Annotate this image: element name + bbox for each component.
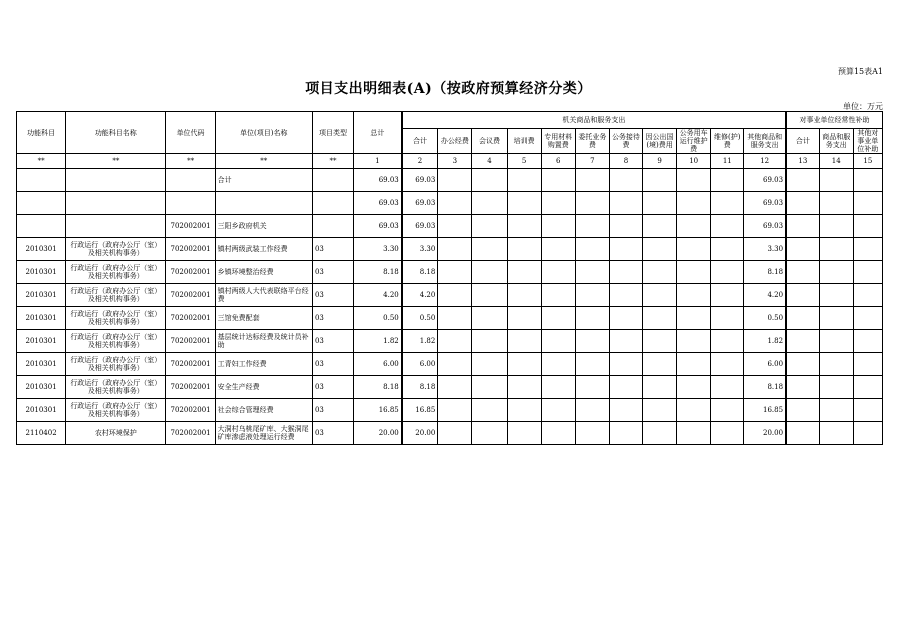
table-cell: 6.00 — [402, 353, 438, 376]
table-cell: 行政运行（政府办公厅（室）及相关机构事务） — [66, 307, 166, 330]
subheader-cell: 商品和服务支出 — [819, 129, 853, 154]
table-cell — [819, 422, 853, 445]
table-cell — [472, 353, 507, 376]
table-cell: 69.03 — [402, 169, 438, 192]
table-cell: 镇村两级武装工作经费 — [215, 238, 312, 261]
table-cell — [711, 307, 744, 330]
table-cell: 03 — [312, 238, 353, 261]
table-cell — [819, 215, 853, 238]
table-cell — [853, 399, 882, 422]
table-row — [17, 422, 883, 445]
table-cell — [472, 330, 507, 353]
table-cell — [438, 376, 472, 399]
table-cell — [17, 192, 66, 215]
table-cell: 行政运行（政府办公厅（室）及相关机构事务） — [66, 353, 166, 376]
table-cell: 702002001 — [166, 399, 215, 422]
table-cell: 702002001 — [166, 307, 215, 330]
table-cell — [853, 422, 882, 445]
table-cell — [677, 169, 711, 192]
table-cell — [643, 330, 677, 353]
index-cell: 6 — [541, 154, 575, 169]
table-cell — [711, 376, 744, 399]
unit-label: 单位：万元 — [843, 102, 883, 111]
table-cell: 3.30 — [744, 238, 786, 261]
table-cell — [507, 215, 541, 238]
table-cell — [541, 284, 575, 307]
table-cell: 三馆免费配套 — [215, 307, 312, 330]
table-cell — [541, 307, 575, 330]
table-cell — [853, 353, 882, 376]
header-project-type: 项目类型 — [312, 112, 353, 154]
table-cell: 03 — [312, 284, 353, 307]
table-cell — [711, 215, 744, 238]
table-cell — [575, 284, 609, 307]
table-cell: 2010301 — [17, 376, 66, 399]
table-cell — [575, 238, 609, 261]
table-cell — [438, 353, 472, 376]
table-cell — [472, 284, 507, 307]
table-cell: 4.20 — [744, 284, 786, 307]
table-cell — [786, 261, 819, 284]
table-cell — [711, 169, 744, 192]
table-cell — [711, 422, 744, 445]
table-cell — [677, 330, 711, 353]
table-cell — [541, 353, 575, 376]
table-cell — [507, 169, 541, 192]
table-cell — [677, 192, 711, 215]
subheader-cell: 办公经费 — [438, 129, 472, 154]
table-cell — [786, 215, 819, 238]
table-cell — [677, 238, 711, 261]
table-cell: 6.00 — [744, 353, 786, 376]
index-cell: 5 — [507, 154, 541, 169]
index-cell: 4 — [472, 154, 507, 169]
table-row — [17, 376, 883, 399]
table-cell — [438, 399, 472, 422]
index-cell: ** — [215, 154, 312, 169]
table-cell — [609, 284, 642, 307]
table-row — [17, 215, 883, 238]
table-cell: 8.18 — [744, 261, 786, 284]
table-cell: 702002001 — [166, 238, 215, 261]
table-cell — [507, 284, 541, 307]
table-cell: 行政运行（政府办公厅（室）及相关机构事务） — [66, 376, 166, 399]
table-cell — [312, 192, 353, 215]
table-cell: 702002001 — [166, 376, 215, 399]
table-cell — [609, 353, 642, 376]
table-cell — [711, 261, 744, 284]
table-cell — [786, 399, 819, 422]
table-cell — [541, 330, 575, 353]
table-cell — [575, 307, 609, 330]
table-cell: 2010301 — [17, 399, 66, 422]
table-cell — [575, 353, 609, 376]
table-cell — [541, 422, 575, 445]
table-cell — [575, 376, 609, 399]
table-cell: 社会综合管理经费 — [215, 399, 312, 422]
index-cell: 13 — [786, 154, 819, 169]
table-cell: 4.20 — [354, 284, 402, 307]
table-cell: 20.00 — [402, 422, 438, 445]
table-cell: 1.82 — [402, 330, 438, 353]
subheader-cell: 委托业务费 — [575, 129, 609, 154]
table-cell — [438, 169, 472, 192]
table-cell: 2010301 — [17, 353, 66, 376]
table-cell: 702002001 — [166, 422, 215, 445]
subheader-cell: 因公出国(境)费用 — [643, 129, 677, 154]
table-cell: 03 — [312, 261, 353, 284]
subheader-cell: 合计 — [786, 129, 819, 154]
table-cell — [853, 376, 882, 399]
table-cell — [438, 422, 472, 445]
table-row — [17, 399, 883, 422]
table-row — [17, 307, 883, 330]
table-row — [17, 330, 883, 353]
table-cell: 03 — [312, 422, 353, 445]
table-cell: 69.03 — [744, 169, 786, 192]
table-code: 预算15表A1 — [837, 67, 883, 76]
table-cell: 69.03 — [402, 215, 438, 238]
table-cell — [819, 169, 853, 192]
index-cell: ** — [166, 154, 215, 169]
table-cell: 69.03 — [354, 192, 402, 215]
table-cell — [507, 422, 541, 445]
table-cell — [438, 215, 472, 238]
index-cell: 9 — [643, 154, 677, 169]
table-row — [17, 238, 883, 261]
table-cell: 69.03 — [402, 192, 438, 215]
table-cell — [786, 353, 819, 376]
table-cell: 2010301 — [17, 330, 66, 353]
table-cell — [711, 353, 744, 376]
table-cell — [472, 399, 507, 422]
table-cell: 乡镇环境整治经费 — [215, 261, 312, 284]
table-cell — [643, 238, 677, 261]
table-cell — [786, 422, 819, 445]
table-cell: 03 — [312, 399, 353, 422]
table-row — [17, 261, 883, 284]
table-cell — [472, 422, 507, 445]
table-cell — [819, 192, 853, 215]
table-cell — [609, 238, 642, 261]
header-unit-name: 单位(项目)名称 — [215, 112, 312, 154]
table-cell — [575, 399, 609, 422]
table-cell — [853, 169, 882, 192]
table-cell — [819, 261, 853, 284]
header-func-code: 功能科目 — [17, 112, 66, 154]
table-cell: 2010301 — [17, 307, 66, 330]
table-cell: 2110402 — [17, 422, 66, 445]
index-cell: 1 — [354, 154, 402, 169]
table-cell — [819, 353, 853, 376]
table-cell: 行政运行（政府办公厅（室）及相关机构事务） — [66, 238, 166, 261]
table-cell — [643, 307, 677, 330]
table-cell — [711, 284, 744, 307]
index-cell: 15 — [853, 154, 882, 169]
table-cell — [507, 307, 541, 330]
table-cell — [609, 330, 642, 353]
subheader-cell: 公务用车运行维护费 — [677, 129, 711, 154]
table-cell: 6.00 — [354, 353, 402, 376]
index-cell: 2 — [402, 154, 438, 169]
table-cell — [507, 238, 541, 261]
table-cell — [507, 399, 541, 422]
table-cell — [541, 376, 575, 399]
table-cell — [786, 330, 819, 353]
table-cell — [711, 399, 744, 422]
table-cell — [609, 399, 642, 422]
table-cell — [575, 422, 609, 445]
table-cell — [819, 238, 853, 261]
table-cell — [643, 376, 677, 399]
table-cell — [819, 284, 853, 307]
table-cell — [507, 261, 541, 284]
table-cell — [786, 169, 819, 192]
table-cell — [643, 192, 677, 215]
table-cell: 69.03 — [744, 192, 786, 215]
table-cell — [472, 261, 507, 284]
table-cell — [507, 192, 541, 215]
table-cell — [575, 215, 609, 238]
table-cell — [711, 330, 744, 353]
table-cell: 16.85 — [744, 399, 786, 422]
table-cell: 行政运行（政府办公厅（室）及相关机构事务） — [66, 330, 166, 353]
page-title: 项目支出明细表(A)（按政府预算经济分类） — [305, 81, 592, 97]
table-cell — [507, 376, 541, 399]
table-cell — [677, 422, 711, 445]
table-cell: 行政运行（政府办公厅（室）及相关机构事务） — [66, 284, 166, 307]
table-cell: 20.00 — [744, 422, 786, 445]
table-cell: 工青妇工作经费 — [215, 353, 312, 376]
table-cell — [853, 307, 882, 330]
index-cell: 8 — [609, 154, 642, 169]
table-cell — [541, 238, 575, 261]
table-cell: 702002001 — [166, 261, 215, 284]
table-row — [17, 169, 883, 192]
table-cell: 702002001 — [166, 330, 215, 353]
table-cell: 合计 — [215, 169, 312, 192]
index-cell: 10 — [677, 154, 711, 169]
table-cell — [541, 215, 575, 238]
table-cell: 农村环境保护 — [66, 422, 166, 445]
table-cell: 702002001 — [166, 215, 215, 238]
table-cell — [472, 376, 507, 399]
table-cell — [472, 169, 507, 192]
table-cell — [609, 307, 642, 330]
table-cell — [575, 192, 609, 215]
table-cell — [819, 307, 853, 330]
header-unit-code: 单位代码 — [166, 112, 215, 154]
table-cell — [609, 261, 642, 284]
table-cell — [472, 215, 507, 238]
subheader-cell: 合计 — [402, 129, 438, 154]
table-cell — [472, 238, 507, 261]
table-cell: 1.82 — [354, 330, 402, 353]
table-cell: 基层统计达标经费及统计员补助 — [215, 330, 312, 353]
table-cell — [786, 238, 819, 261]
table-cell — [643, 261, 677, 284]
table-cell: 3.30 — [354, 238, 402, 261]
table-cell — [786, 192, 819, 215]
subheader-cell: 维修(护)费 — [711, 129, 744, 154]
table-cell: 4.20 — [402, 284, 438, 307]
table-cell — [786, 307, 819, 330]
table-cell: 03 — [312, 307, 353, 330]
table-cell — [677, 261, 711, 284]
table-cell: 20.00 — [354, 422, 402, 445]
table-cell — [643, 353, 677, 376]
table-cell — [166, 192, 215, 215]
table-cell: 行政运行（政府办公厅（室）及相关机构事务） — [66, 399, 166, 422]
table-cell: 镇村两级人大代表联络平台经费 — [215, 284, 312, 307]
table-cell: 702002001 — [166, 284, 215, 307]
table-cell: 1.82 — [744, 330, 786, 353]
subheader-cell: 专用材料购置费 — [541, 129, 575, 154]
table-cell: 8.18 — [354, 376, 402, 399]
table-cell: 16.85 — [402, 399, 438, 422]
table-cell: 69.03 — [354, 215, 402, 238]
index-cell: 7 — [575, 154, 609, 169]
table-cell — [312, 215, 353, 238]
table-cell: 69.03 — [354, 169, 402, 192]
table-cell — [66, 192, 166, 215]
table-cell — [853, 238, 882, 261]
subheader-cell: 公务接待费 — [609, 129, 642, 154]
index-cell: 12 — [744, 154, 786, 169]
table-cell — [711, 192, 744, 215]
table-cell — [438, 330, 472, 353]
table-cell: 03 — [312, 330, 353, 353]
table-cell: 安全生产经费 — [215, 376, 312, 399]
index-cell: 3 — [438, 154, 472, 169]
table-cell — [575, 261, 609, 284]
table-cell — [677, 399, 711, 422]
table-cell — [677, 353, 711, 376]
table-cell: 0.50 — [744, 307, 786, 330]
subheader-cell: 培训费 — [507, 129, 541, 154]
table-cell: 702002001 — [166, 353, 215, 376]
table-cell — [472, 307, 507, 330]
index-cell: ** — [17, 154, 66, 169]
table-cell: 8.18 — [744, 376, 786, 399]
table-cell: 2010301 — [17, 284, 66, 307]
subheader-cell: 会议费 — [472, 129, 507, 154]
table-cell: 8.18 — [402, 376, 438, 399]
table-cell — [541, 261, 575, 284]
table-cell: 2010301 — [17, 238, 66, 261]
header-group-subsidy: 对事业单位经常性补助 — [786, 112, 882, 129]
table-row — [17, 284, 883, 307]
table-cell — [853, 261, 882, 284]
index-cell: ** — [312, 154, 353, 169]
table-cell — [575, 330, 609, 353]
table-cell — [643, 399, 677, 422]
table-cell — [507, 330, 541, 353]
table-cell — [643, 284, 677, 307]
table-cell — [786, 284, 819, 307]
table-cell — [609, 215, 642, 238]
table-cell — [541, 169, 575, 192]
table-cell: 三阳乡政府机关 — [215, 215, 312, 238]
table-cell — [438, 284, 472, 307]
table-cell — [711, 238, 744, 261]
table-cell — [643, 169, 677, 192]
table-cell — [609, 422, 642, 445]
table-cell — [66, 169, 166, 192]
index-cell: ** — [66, 154, 166, 169]
table-cell: 大洞村乌桃尾矿库、大猴洞尾矿库渗虑液处理运行经费 — [215, 422, 312, 445]
table-cell — [575, 169, 609, 192]
table-cell: 0.50 — [402, 307, 438, 330]
table-cell — [643, 215, 677, 238]
table-cell — [819, 330, 853, 353]
table-cell — [438, 192, 472, 215]
table-cell — [677, 284, 711, 307]
table-cell: 69.03 — [744, 215, 786, 238]
table-cell: 行政运行（政府办公厅（室）及相关机构事务） — [66, 261, 166, 284]
header-func-name: 功能科目名称 — [66, 112, 166, 154]
table-cell — [17, 215, 66, 238]
table-cell — [541, 192, 575, 215]
table-cell — [786, 376, 819, 399]
table-cell — [819, 376, 853, 399]
index-cell: 14 — [819, 154, 853, 169]
table-cell — [166, 169, 215, 192]
table-cell — [17, 169, 66, 192]
table-cell: 0.50 — [354, 307, 402, 330]
table-cell — [819, 399, 853, 422]
table-cell — [472, 192, 507, 215]
table-cell — [609, 376, 642, 399]
subheader-cell: 其他商品和服务支出 — [744, 129, 786, 154]
table-cell — [677, 376, 711, 399]
table-cell — [643, 422, 677, 445]
table-cell — [438, 261, 472, 284]
table-cell: 3.30 — [402, 238, 438, 261]
table-cell: 16.85 — [354, 399, 402, 422]
table-cell — [853, 215, 882, 238]
subheader-cell: 其他对事业单位补助 — [853, 129, 882, 154]
table-cell — [438, 307, 472, 330]
header-group-goods-services: 机关商品和服务支出 — [402, 112, 786, 129]
table-cell — [66, 215, 166, 238]
table-cell — [507, 353, 541, 376]
table-cell — [609, 192, 642, 215]
header-total: 总计 — [354, 112, 402, 154]
table-cell — [438, 238, 472, 261]
table-cell — [853, 330, 882, 353]
table-cell: 8.18 — [354, 261, 402, 284]
index-cell: 11 — [711, 154, 744, 169]
table-cell — [853, 284, 882, 307]
budget-table — [16, 111, 883, 445]
table-cell — [312, 169, 353, 192]
table-cell — [215, 192, 312, 215]
table-cell — [853, 192, 882, 215]
table-row — [17, 192, 883, 215]
table-cell — [677, 307, 711, 330]
table-cell — [677, 215, 711, 238]
table-cell: 03 — [312, 376, 353, 399]
table-cell — [609, 169, 642, 192]
table-cell: 2010301 — [17, 261, 66, 284]
table-cell: 03 — [312, 353, 353, 376]
table-row — [17, 353, 883, 376]
table-cell — [541, 399, 575, 422]
table-cell: 8.18 — [402, 261, 438, 284]
